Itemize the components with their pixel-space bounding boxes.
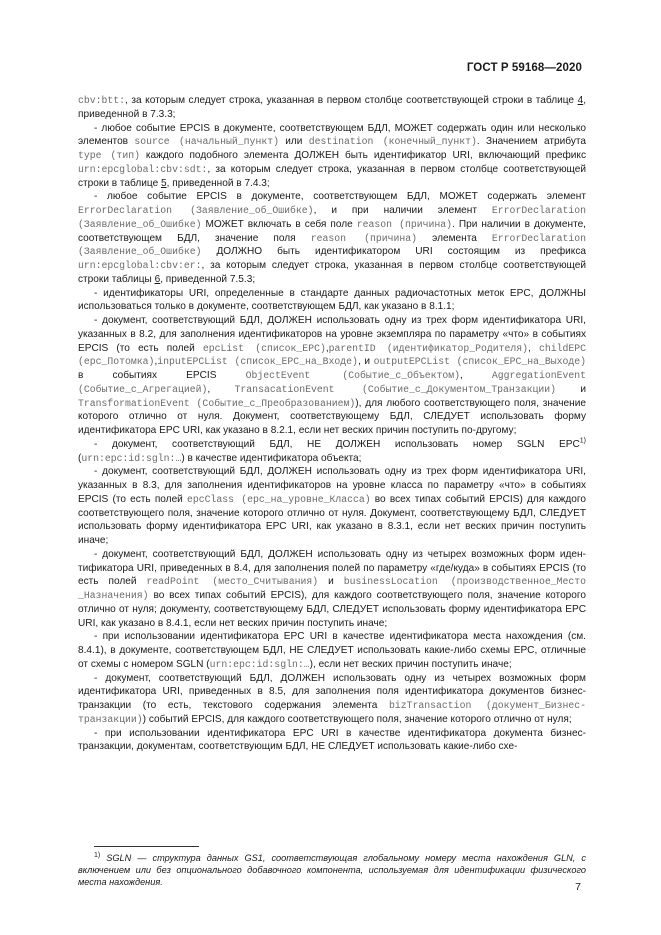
code-term: epcClass (epc_на_уровне_Класса) — [187, 493, 371, 505]
code-term: urn:epc:id:sgln:… — [209, 658, 310, 670]
text-run: - любое событие EPCIS в документе, соответствующем БДЛ, МОЖЕТ содержать один или несколько элементов — [78, 122, 586, 148]
text-run: ), если нет веских причин поступить иначе; — [309, 658, 512, 670]
text-run: или — [278, 136, 309, 148]
document-body — [78, 94, 586, 754]
code-term: outputEPCList (список_EPC_на_Выходе) — [373, 356, 586, 368]
text-run: . При наличии в документе, соответствующем БДЛ, значение поля — [78, 218, 586, 244]
code-term: urn:epc:id:sgln:… — [81, 452, 182, 464]
text-run: , приведенной в 7.3.3; — [78, 95, 586, 120]
code-term: ObjectEvent (Событие_с_Объектом) — [245, 370, 460, 381]
code-term: AggregationEvent (Событие_с_Агрегацией) — [78, 370, 586, 395]
code-term: urn:epcglobal:cbv:sdt: — [78, 163, 208, 175]
text-run: - любое событие EPCIS в документе, соответствующем БДЛ, МОЖЕТ содержать элемент — [94, 191, 586, 203]
code-term: ErrorDeclaration (Заявление_об_Ошибке) — [78, 232, 586, 258]
text-run: и — [555, 383, 586, 395]
code-term: type (тип) — [78, 150, 140, 161]
code-term: parentID (идентификатор_Родителя) — [328, 342, 528, 354]
text-run: элемента — [417, 232, 492, 244]
text-run: МОЖЕТ включать в себя поле — [201, 218, 357, 230]
text-run: , за которым следует строка, указанная в первом столбце соответствующей строки в таблице — [78, 163, 586, 189]
code-term: reason (причина) — [310, 232, 418, 244]
code-term: epcList (список_EPC) — [202, 342, 326, 354]
paragraph — [78, 94, 586, 122]
paragraph — [78, 672, 586, 727]
text-run: , приведенной в 7.4.3; — [166, 177, 270, 189]
text-run: во всех типах событий EPCIS) для каждого соответствующего поля, значение которого отлично от нуля. Документ, соответствующему БДЛ, СЛЕДУЕТ использовать форму идентификатора EPC URI, как указано в 8.3.1, если нет веских причин поступить иначе; — [78, 493, 586, 546]
paragraph — [78, 630, 586, 671]
code-term: readPoint (место_Считывания) — [146, 576, 319, 588]
code-term: ErrorDeclaration (Заявление_об_Ошибке) — [78, 205, 314, 216]
text-run: , и — [357, 356, 374, 368]
text-run: - идентификаторы URI, определенные в стандарте данных радиочастотных меток EPC, ДОЛЖНЫ использоваться только в документе, соответствующем БДЛ, как указано в 8.1.1; — [78, 287, 586, 313]
paragraph — [78, 287, 586, 315]
footnote-text: SGLN — структура данных GS1, соответствующая глобальному номеру места нахождения GLN, с включением или без опционального добавочного компонента, используемая для идентификации физического места нахождения. — [78, 853, 586, 888]
text-run: ( — [78, 452, 82, 464]
text-run: , — [460, 370, 492, 381]
text-run: , — [154, 356, 158, 368]
table-ref: 6 — [154, 273, 161, 285]
page-number: 7 — [575, 881, 581, 893]
paragraph — [78, 727, 586, 755]
text-run: , за которым следует строка, указанная в первом столбце соответствующей строки в таблице — [125, 95, 578, 106]
code-term: childEPC (epc_Потомка) — [78, 342, 586, 368]
text-run: , — [528, 342, 539, 354]
text-run: - при использовании идентификатора EPC URI в качестве идентификатора места нахождения (см. 8.4.1), в документе, соответствующем БДЛ, НЕ СЛЕДУЕТ использовать какие-либо схемы EPC, отличные от схемы с номером SGLN ( — [78, 631, 586, 670]
paragraph — [78, 190, 586, 286]
text-run: - документ, соответствующий БДЛ, ДОЛЖЕН использовать одну из четырех возможных форм идентификатора URI, приведенных в 8.5, для заполнения поля идентификатора документов бизнес-транзакции (то есть, текстового содержания элемента — [78, 672, 586, 711]
code-term: destination (конечный_пункт) — [308, 136, 477, 148]
table-ref: 4 — [577, 95, 584, 106]
code-term: businessLocation (производственное_Место _Назначения) — [78, 576, 586, 601]
text-run: , и при наличии элемент — [313, 205, 492, 216]
code-term: bizTransaction (документ_Бизнестранзакции) — [78, 700, 586, 725]
code-term: TransacationEvent (Событие_с_Документом_Транзакции) — [234, 383, 556, 395]
text-run: . Значением атрибута — [476, 136, 586, 148]
code-term: urn:epcglobal:cbv:er: — [78, 260, 202, 271]
code-term: ErrorDeclaration (Заявление_об_Ошибке) — [78, 205, 586, 230]
paragraph — [78, 122, 586, 191]
text-run: ) событий EPCIS, для каждого соответствующего поля, значение которого отлично от нуля; — [142, 713, 572, 725]
code-term: reason (причина) — [356, 218, 453, 230]
text-run: - документ, соответствующий БДЛ, НЕ ДОЛЖЕН использовать номер SGLN EPC — [94, 438, 580, 450]
paragraph — [78, 314, 586, 438]
text-run: - документ, соответствующий БДЛ, ДОЛЖЕН использовать одну из трех форм идентификатора URI, указанных в 8.2, для заполнения идентификаторов на уровне экземпляра по параметру «что» в событиях EPCIS (то есть полей — [78, 315, 586, 354]
text-run: в событиях EPCIS — [78, 370, 246, 381]
paragraph — [78, 548, 586, 631]
text-run: - при использовании идентификатора EPC URI в качестве идентификатора документа бизнес-транзакции, документам, соответствующим БДЛ, НЕ СЛЕДУЕТ использовать какие-либо схе- — [78, 727, 586, 753]
text-run: ДОЛЖНО быть идентификатором URI состоящим из префикса — [201, 246, 586, 258]
code-term: inputEPCList (список_EPC_на_Входе) — [157, 356, 358, 368]
text-run: во всех типах событий EPCIS), для каждого соответствующего поля, значение которого отлично от нуля; документу, соответствующему БДЛ, СЛЕДУЕТ использовать форму идентификатора EPC URI, как указано в 8.4.1, если нет веских причин поступить иначе; — [78, 590, 586, 629]
text-run: , — [325, 342, 329, 354]
footnote — [78, 852, 586, 889]
text-run: и — [318, 576, 344, 588]
document-header: ГОСТ Р 59168—2020 — [466, 62, 582, 74]
text-run: ), для любого соответствующего поля, значение которого отлично от нуля. Документ, соответствующему БДЛ, СЛЕДУЕТ использовать форму идентификатора EPC URI, как указано в 8.2.1, если нет веских причин поступить по-другому; — [78, 397, 586, 436]
footnote-divider — [94, 846, 199, 847]
code-term: source (начальный_пункт) — [134, 136, 279, 148]
paragraph — [78, 465, 586, 548]
footnote-mark: 1) — [94, 851, 101, 859]
text-run: каждого подобного элемента ДОЛЖЕН быть идентификатор URI, включающий префикс — [139, 150, 586, 161]
table-ref: 5 — [161, 177, 167, 189]
code-term: TransformationEvent (Событие_с_Преобразованием) — [78, 397, 356, 409]
text-run: , — [207, 383, 235, 395]
footnote-ref: 1) — [579, 437, 586, 445]
text-run: , приведенной 7.5.3; — [160, 273, 256, 285]
text-run: - документ, соответствующий БДЛ, ДОЛЖЕН использовать одну из четырех возможных форм идентификатора URI, приведенных в 8.4, для заполнения полей по параметру «где/куда» в событиях EPCIS (то есть полей — [78, 548, 586, 588]
text-run: ) в качестве идентификатора объекта; — [181, 452, 362, 464]
paragraph — [78, 438, 586, 466]
text-run: - документ, соответствующий БДЛ, ДОЛЖЕН использовать одну из трех форм идентификатора URI, указанных в 8.3, для заполнения идентификаторов на уровне класса по параметру «что» в событиях EPCIS (то есть полей — [78, 466, 586, 505]
code-term: cbv:btt: — [78, 95, 126, 106]
text-run: , за которым следует строка, указанная в первом столбце соответствующей строки таблицы — [78, 260, 586, 285]
